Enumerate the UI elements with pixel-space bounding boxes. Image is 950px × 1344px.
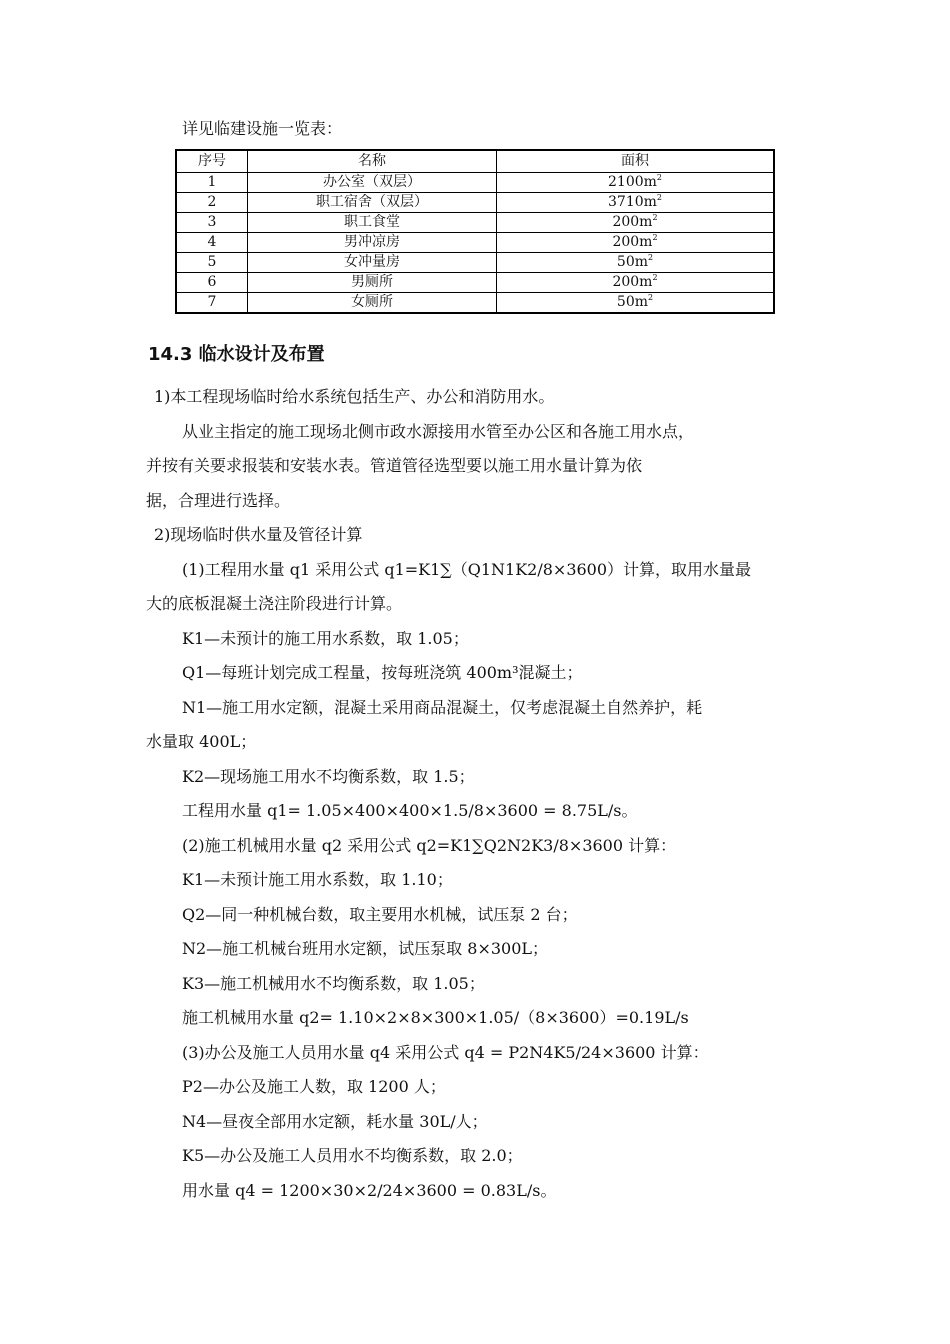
paragraph: (2)施工机械用水量 q2 采用公式 q2=K1∑Q2N2K3/8×3600 计算： — [182, 835, 677, 855]
paragraph: K1—未预计施工用水系数，取 1.10； — [182, 870, 453, 889]
cell-name: 办公室（双层） — [248, 173, 497, 193]
paragraph: 水量取 400L； — [146, 732, 257, 751]
cell-area: $200m^2$ — [497, 273, 775, 293]
cell-name: 职工食堂 — [248, 213, 497, 233]
cell-area: $200m^2$ — [497, 233, 775, 253]
cell-no: 3 — [176, 213, 248, 233]
table-row — [176, 213, 774, 233]
cell-name: 女厕所 — [248, 293, 497, 314]
cell-name: 女冲量房 — [248, 253, 497, 273]
paragraph: 从业主指定的施工现场北侧市政水源接用水管至办公区和各施工用水点， — [182, 421, 695, 441]
paragraph: N2—施工机械台班用水定额，试压泵取 8×300L； — [182, 939, 549, 958]
paragraph: Q2—同一种机械台数，取主要用水机械，试压泵 2 台； — [182, 904, 578, 924]
cell-area: $2100m^2$ — [497, 173, 775, 193]
cell-no: 5 — [176, 253, 248, 273]
facilities-table — [175, 149, 775, 314]
paragraph: K3—施工机械用水不均衡系数，取 1.05； — [182, 973, 485, 993]
paragraph: 2)现场临时供水量及管径计算 — [154, 525, 363, 544]
body-text — [146, 380, 810, 1208]
paragraph: N4—昼夜全部用水定额，耗水量 30L/人； — [182, 1111, 488, 1131]
cell-no: 7 — [176, 293, 248, 314]
paragraph: 工程用水量 q1= 1.05×400×400×1.5/8×3600 = 8.75L/s。 — [182, 801, 638, 820]
cell-name: 男冲凉房 — [248, 233, 497, 253]
paragraph: 大的底板混凝土浇注阶段进行计算。 — [146, 594, 403, 613]
header-area: 面积 — [497, 150, 775, 173]
paragraph: Q1—每班计划完成工程量，按每班浇筑 400m³混凝土； — [182, 663, 583, 682]
paragraph: (3)办公及施工人员用水量 q4 采用公式 q4 = P2N4K5/24×3600 计算： — [182, 1042, 709, 1062]
cell-name: 职工宿舍（双层） — [248, 193, 497, 213]
paragraph: K5—办公及施工人员用水不均衡系数，取 2.0； — [182, 1146, 523, 1165]
table-row — [176, 273, 774, 293]
paragraph: (1)工程用水量 q1 采用公式 q1=K1∑（Q1N1K2/8×3600）计算，取用水量最 — [182, 559, 752, 579]
paragraph: 据，合理进行选择。 — [146, 490, 291, 510]
header-no: 序号 — [176, 150, 248, 173]
paragraph: 施工机械用水量 q2= 1.10×2×8×300×1.05/（8×3600）=0.19L/s — [182, 1008, 689, 1027]
table-intro: 详见临建设施一览表： — [182, 119, 343, 138]
cell-no: 4 — [176, 233, 248, 253]
table-header-row — [176, 150, 774, 173]
paragraph: 并按有关要求报装和安装水表。管道管径选型要以施工用水量计算为依 — [146, 456, 643, 475]
section-heading: 14.3 临水设计及布置 — [148, 344, 325, 365]
table-row — [176, 293, 774, 314]
cell-no: 6 — [176, 273, 248, 293]
table-row — [176, 233, 774, 253]
paragraph: K2—现场施工用水不均衡系数，取 1.5； — [182, 766, 475, 786]
paragraph: P2—办公及施工人数，取 1200 人； — [182, 1077, 446, 1096]
cell-area: $3710m^2$ — [497, 193, 775, 213]
cell-area: $200m^2$ — [497, 213, 775, 233]
paragraph: 1)本工程现场临时给水系统包括生产、办公和消防用水。 — [154, 387, 555, 406]
header-name: 名称 — [248, 150, 497, 173]
paragraph: N1—施工用水定额，混凝土采用商品混凝土，仅考虑混凝土自然养护，耗 — [182, 697, 703, 717]
table-row — [176, 193, 774, 213]
cell-no: 1 — [176, 173, 248, 193]
paragraph: 用水量 q4 = 1200×30×2/24×3600 = 0.83L/s。 — [182, 1180, 557, 1200]
table-row — [176, 173, 774, 193]
cell-name: 男厕所 — [248, 273, 497, 293]
table-row — [176, 253, 774, 273]
paragraph: K1—未预计的施工用水系数，取 1.05； — [182, 628, 469, 648]
cell-area: $50m^2$ — [497, 253, 775, 273]
cell-no: 2 — [176, 193, 248, 213]
cell-area: $50m^2$ — [497, 293, 775, 314]
